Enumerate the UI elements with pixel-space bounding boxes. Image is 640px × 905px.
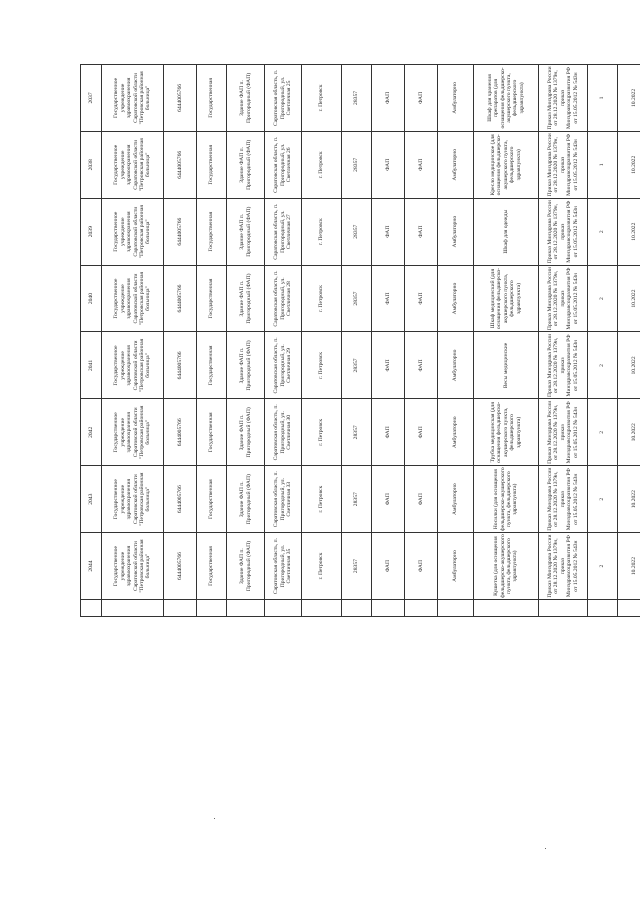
table-row: [164, 65, 197, 617]
cell-qty: 1: [588, 65, 618, 132]
cell-address: Саратовская область, п. Пригородный, ул. Светличная 25: [265, 65, 302, 132]
cell-qty: 2: [588, 533, 618, 600]
table-row: [618, 65, 640, 617]
cell-inn: 6444005766: [164, 332, 197, 399]
cell-ownership: Государственная: [197, 399, 227, 466]
cell-id: 2037: [81, 65, 102, 132]
cell-owner: Государственное учреждение здравоохранения Саратовской области "Петровская районная больница": [102, 198, 164, 265]
cell-equipment: Кушетка (для оснащения фельдшерско-акушерского пункта, фельдшерского здравпункта): [474, 533, 539, 600]
cell-date: 10.2022: [618, 533, 640, 600]
cell-owner: Государственное учреждение здравоохранения Саратовской области "Петровская районная больница": [102, 533, 164, 600]
cell-care: Амбулаторно: [438, 198, 474, 265]
cell-type2: ФАП: [405, 332, 438, 399]
cell-type1: ФАП: [372, 198, 405, 265]
cell-building: Здание ФАП п. Пригородный (ФАП): [227, 131, 265, 198]
table-row: [438, 65, 474, 617]
cell-ownership: Государственная: [197, 131, 227, 198]
equipment-table: [80, 64, 640, 617]
cell-inn: 6444005766: [164, 65, 197, 132]
cell-care: Амбулаторно: [438, 399, 474, 466]
cell-building: Здание ФАП п. Пригородный (ФАП): [227, 198, 265, 265]
cell-type2: ФАП: [405, 198, 438, 265]
cell-type2: ФАП: [405, 399, 438, 466]
cell-care: Амбулаторно: [438, 466, 474, 533]
cell-owner: Государственное учреждение здравоохранения Саратовской области "Петровская районная больница": [102, 131, 164, 198]
cell-care: Амбулаторно: [438, 265, 474, 332]
table-row: [227, 65, 265, 617]
cell-building: Здание ФАП п. Пригородный (ФАП): [227, 399, 265, 466]
cell-city: г. Петровск: [302, 466, 342, 533]
cell-index: 28357: [342, 265, 372, 332]
row-number-cell: [618, 600, 640, 617]
cell-date: 10.2022: [618, 198, 640, 265]
cell-address: Саратовская область, п. Пригородный, ул. Светличная 33: [265, 466, 302, 533]
cell-index: 28357: [342, 399, 372, 466]
cell-building: Здание ФАП п. Пригородный (ФАП): [227, 332, 265, 399]
cell-type1: ФАП: [372, 332, 405, 399]
cell-id: 2044: [81, 533, 102, 600]
cell-building: Здание ФАП п. Пригородный (ФАП): [227, 466, 265, 533]
cell-order: Приказ Минздрава России от 28.12.2020 № 1379н, приказ Минздравсоцразвития РФ от 15.05.2012 № 543н: [539, 65, 588, 132]
table-body: [81, 65, 640, 617]
table-row: [197, 65, 227, 617]
row-number-cell: [539, 600, 588, 617]
row-number-cell: [372, 600, 405, 617]
cell-building: Здание ФАП п. Пригородный (ФАП): [227, 265, 265, 332]
row-number-cell: [197, 600, 227, 617]
cell-type2: ФАП: [405, 65, 438, 132]
row-number-cell: [164, 600, 197, 617]
cell-type1: ФАП: [372, 131, 405, 198]
row-number-cell: [265, 600, 302, 617]
cell-ownership: Государственная: [197, 65, 227, 132]
cell-ownership: Государственная: [197, 466, 227, 533]
cell-equipment: Весы медицинские: [474, 332, 539, 399]
cell-index: 28357: [342, 466, 372, 533]
cell-equipment: Шкаф для одежды: [474, 198, 539, 265]
cell-id: 2043: [81, 466, 102, 533]
cell-qty: 2: [588, 265, 618, 332]
cell-index: 28357: [342, 131, 372, 198]
row-number-cell: [588, 600, 618, 617]
cell-date: 10.2022: [618, 265, 640, 332]
row-number-cell: [405, 600, 438, 617]
cell-building: Здание ФАП п. Пригородный (ФАП): [227, 533, 265, 600]
cell-owner: Государственное учреждение здравоохранения Саратовской области "Петровская районная больница": [102, 265, 164, 332]
cell-qty: 2: [588, 399, 618, 466]
cell-address: Саратовская область, п. Пригородный, ул. Светличная 29: [265, 332, 302, 399]
cell-care: Амбулаторно: [438, 533, 474, 600]
cell-index: 28357: [342, 65, 372, 132]
cell-city: г. Петровск: [302, 65, 342, 132]
cell-date: 10.2022: [618, 466, 640, 533]
cell-ownership: Государственная: [197, 265, 227, 332]
cell-address: Саратовская область, п. Пригородный, ул. Светличная 28: [265, 265, 302, 332]
cell-building: Здание ФАП п. Пригородный (ФАП): [227, 65, 265, 132]
table-row: [588, 65, 618, 617]
table-row: [102, 65, 164, 617]
cell-order: Приказ Минздрава России от 28.12.2020 № 1379н, приказ Минздравсоцразвития РФ от 15.05.2012 № 543н: [539, 466, 588, 533]
cell-care: Амбулаторно: [438, 332, 474, 399]
row-number-cell: [438, 600, 474, 617]
cell-type1: ФАП: [372, 65, 405, 132]
cell-qty: 2: [588, 198, 618, 265]
table-row: [474, 65, 539, 617]
cell-inn: 6444005766: [164, 466, 197, 533]
cell-inn: 6444005766: [164, 198, 197, 265]
cell-type1: ФАП: [372, 533, 405, 600]
cell-city: г. Петровск: [302, 399, 342, 466]
cell-equipment: Шкаф для хранения препаратов (для оснащения фельдшерско-акушерского пункта, фельдшерского здравпункта): [474, 65, 539, 132]
row-number-cell: [342, 600, 372, 617]
cell-city: г. Петровск: [302, 265, 342, 332]
rotated-table-wrapper: [80, 65, 637, 617]
cell-order: Приказ Минздрава России от 28.12.2020 № 1379н, приказ Минздравсоцразвития РФ от 15.05.2012 № 543н: [539, 332, 588, 399]
scan-speck: [545, 848, 546, 849]
cell-equipment: Носилки (для оснащения фельдшерско-акушерского пункта, фельдшерского здравпункта): [474, 466, 539, 533]
row-number-cell: [102, 600, 164, 617]
cell-city: г. Петровск: [302, 198, 342, 265]
cell-inn: 6444005766: [164, 533, 197, 600]
cell-owner: Государственное учреждение здравоохранения Саратовской области "Петровская районная больница": [102, 466, 164, 533]
cell-type2: ФАП: [405, 533, 438, 600]
table-row: [265, 65, 302, 617]
cell-address: Саратовская область, п. Пригородный, ул. Светличная 26: [265, 131, 302, 198]
cell-owner: Государственное учреждение здравоохранения Саратовской области "Петровская районная больница": [102, 65, 164, 132]
cell-order: Приказ Минздрава России от 28.12.2020 № 1379н, приказ Минздравсоцразвития РФ от 15.05.2012 № 543н: [539, 533, 588, 600]
cell-care: Амбулаторно: [438, 131, 474, 198]
table-row: [302, 65, 342, 617]
table-row: [342, 65, 372, 617]
cell-type2: ФАП: [405, 131, 438, 198]
row-number-cell: [302, 600, 342, 617]
row-number-cell: [227, 600, 265, 617]
cell-city: г. Петровск: [302, 332, 342, 399]
cell-qty: 1: [588, 131, 618, 198]
cell-date: 10.2022: [618, 65, 640, 132]
cell-order: Приказ Минздрава России от 28.12.2020 № 1379н, приказ Минздравсоцразвития РФ от 15.05.2012 № 543н: [539, 131, 588, 198]
table-row: [539, 65, 588, 617]
row-number-cell: [474, 600, 539, 617]
cell-owner: Государственное учреждение здравоохранения Саратовской области "Петровская районная больница": [102, 332, 164, 399]
cell-date: 10.2022: [618, 332, 640, 399]
cell-index: 28357: [342, 533, 372, 600]
table-row: [405, 65, 438, 617]
table-row: [372, 65, 405, 617]
cell-date: 10.2022: [618, 131, 640, 198]
cell-inn: 6444005766: [164, 131, 197, 198]
cell-inn: 6444005766: [164, 265, 197, 332]
cell-type2: ФАП: [405, 265, 438, 332]
cell-equipment: Кресло медицинское (для оснащения фельдшерско-акушерского пункта, фельдшерского здравпункта): [474, 131, 539, 198]
cell-qty: 2: [588, 332, 618, 399]
cell-type2: ФАП: [405, 466, 438, 533]
cell-type1: ФАП: [372, 265, 405, 332]
cell-ownership: Государственная: [197, 332, 227, 399]
cell-address: Саратовская область, п. Пригородный, ул. Светличная 30: [265, 399, 302, 466]
cell-id: 2038: [81, 131, 102, 198]
cell-city: г. Петровск: [302, 533, 342, 600]
cell-index: 28357: [342, 198, 372, 265]
row-number-cell: [81, 600, 102, 617]
cell-id: 2041: [81, 332, 102, 399]
scan-speck: [214, 818, 215, 819]
cell-inn: 6444005766: [164, 399, 197, 466]
cell-index: 28357: [342, 332, 372, 399]
cell-care: Амбулаторно: [438, 65, 474, 132]
cell-type1: ФАП: [372, 399, 405, 466]
cell-id: 2040: [81, 265, 102, 332]
cell-date: 10.2022: [618, 399, 640, 466]
cell-equipment: Трубка медицинская (для оснащения фельдшерско-акушерского пункта, фельдшерского здравпункта): [474, 399, 539, 466]
cell-city: г. Петровск: [302, 131, 342, 198]
cell-order: Приказ Минздрава России от 28.12.2020 № 1379н, приказ Минздравсоцразвития РФ от 15.05.2012 № 543н: [539, 265, 588, 332]
cell-qty: 2: [588, 466, 618, 533]
table-row: [81, 65, 102, 617]
cell-order: Приказ Минздрава России от 28.12.2020 № 1379н, приказ Минздравсоцразвития РФ от 15.05.2012 № 543н: [539, 198, 588, 265]
cell-owner: Государственное учреждение здравоохранения Саратовской области "Петровская районная больница": [102, 399, 164, 466]
cell-address: Саратовская область, п. Пригородный, ул. Светличная 27: [265, 198, 302, 265]
cell-ownership: Государственная: [197, 198, 227, 265]
cell-ownership: Государственная: [197, 533, 227, 600]
cell-order: Приказ Минздрава России от 28.12.2020 № 1379н, приказ Минздравсоцразвития РФ от 15.05.2012 № 543н: [539, 399, 588, 466]
cell-equipment: Шкаф медицинский (для оснащения фельдшерско-акушерского пункта, фельдшерского здравпункта): [474, 265, 539, 332]
cell-id: 2039: [81, 198, 102, 265]
cell-address: Саратовская область, п. Пригородный, ул. Светличная 35: [265, 533, 302, 600]
cell-type1: ФАП: [372, 466, 405, 533]
cell-id: 2042: [81, 399, 102, 466]
